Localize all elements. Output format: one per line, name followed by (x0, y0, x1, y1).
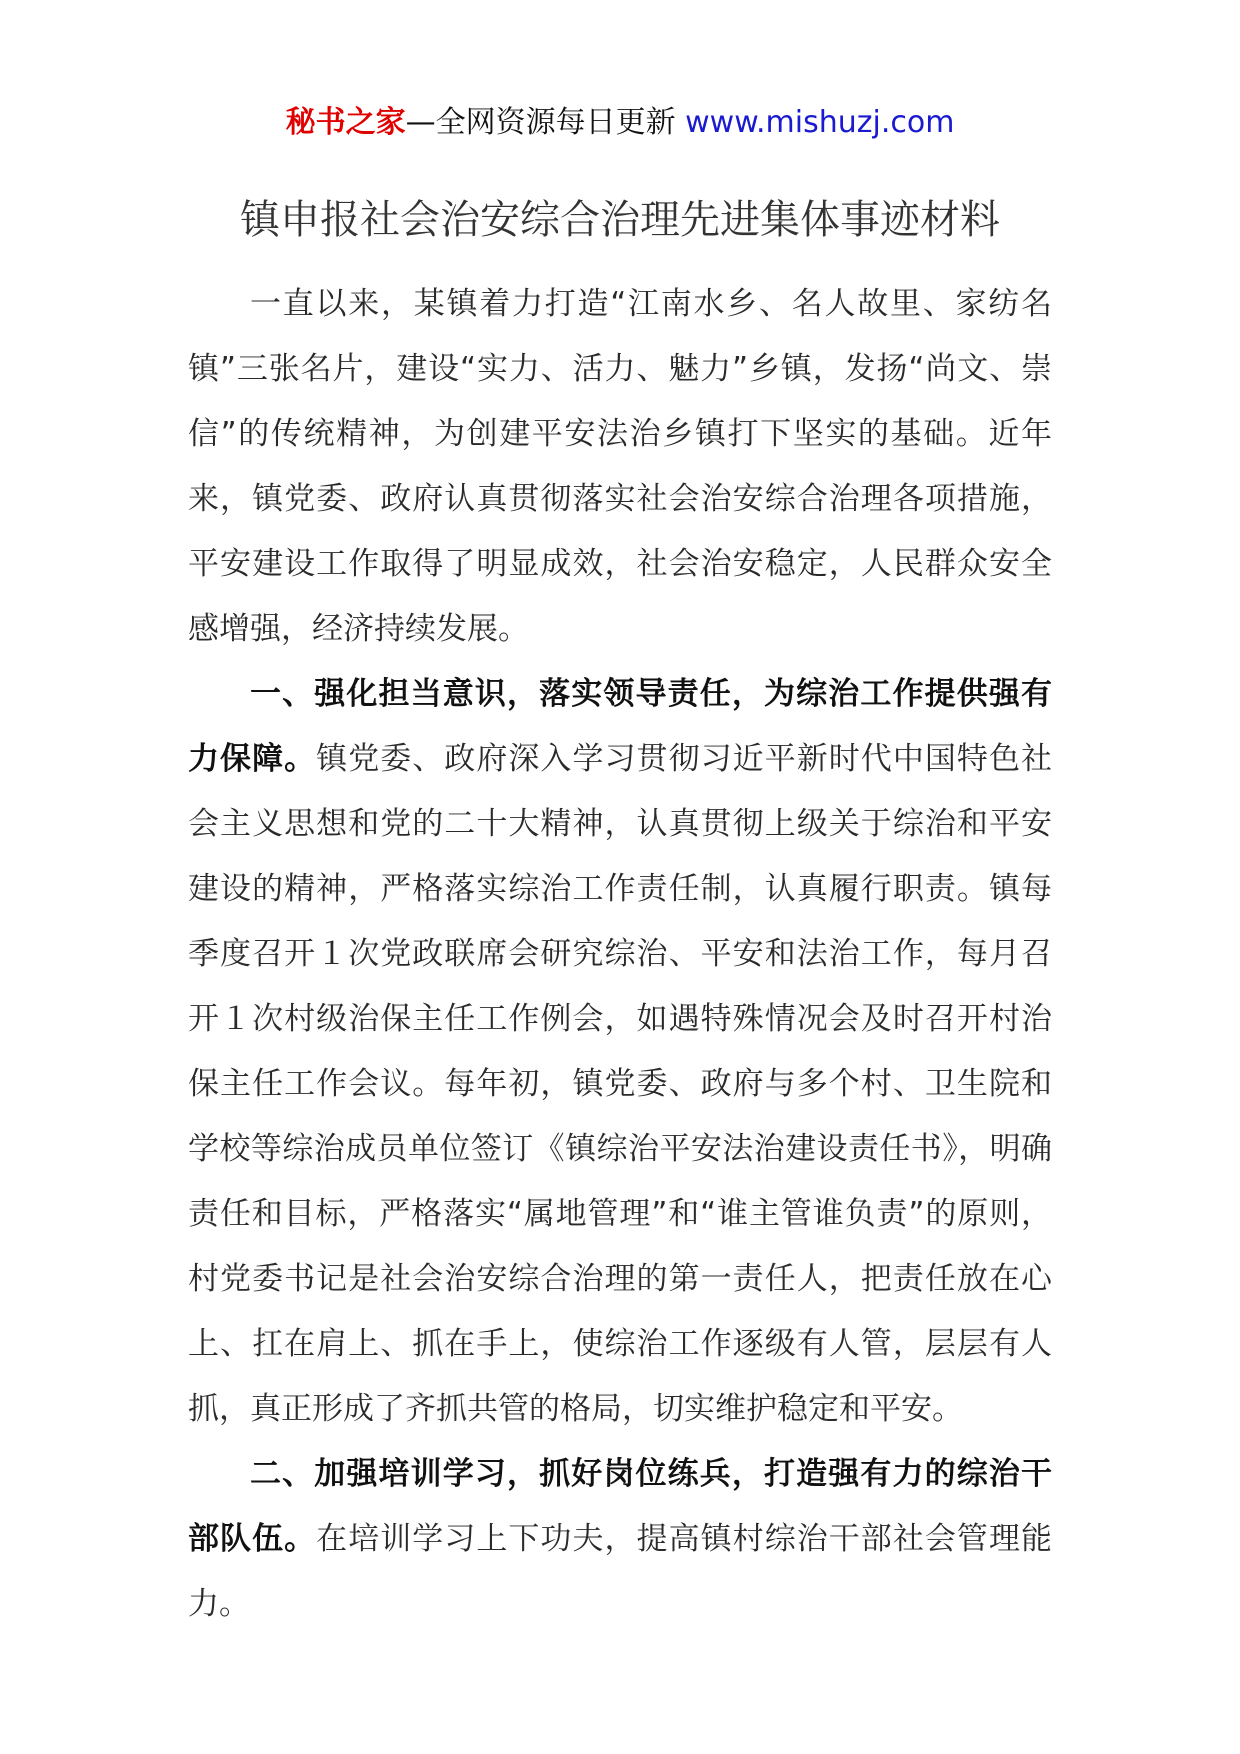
document-body (188, 272, 1052, 1637)
paragraph-text: 一直以来，某镇着力打造“江南水乡、名人故里、家纺名镇”三张名片，建设“实力、活力、魅力”乡镇，发扬“尚文、崇信”的传统精神，为创建平安法治乡镇打下坚实的基础。近年来，镇党委、政府认真贯彻落实社会治安综合治理各项措施，平安建设工作取得了明显成效，社会治安稳定，人民群众安全感增强，经济持续发展。 (188, 286, 1052, 647)
site-brand: 秘书之家 (285, 105, 406, 140)
section-heading: 一、强化担当意识，落实领导责任，为综治工作提供强有力保障。 (188, 676, 1052, 777)
paragraph-text: 在培训学习上下功夫，提高镇村综治干部社会管理能力。 (188, 1521, 1052, 1622)
site-slogan: —全网资源每日更新 (405, 105, 676, 140)
paragraph-section-2 (188, 1442, 1052, 1637)
site-url-link[interactable]: www.mishuzj.com (685, 105, 955, 140)
paragraph-text: 镇党委、政府深入学习贯彻习近平新时代中国特色社会主义思想和党的二十大精神，认真贯彻上级关于综治和平安建设的精神，严格落实综治工作责任制，认真履行职责。镇每季度召开１次党政联席会研究综治、平安和法治工作，每月召开１次村级治保主任工作例会，如遇特殊情况会及时召开村治保主任工作会议。每年初，镇党委、政府与多个村、卫生院和学校等综治成员单位签订《镇综治平安法治建设责任书》，明确责任和目标，严格落实“属地管理”和“谁主管谁负责”的原则，村党委书记是社会治安综合治理的第一责任人，把责任放在心上、扛在肩上、抓在手上，使综治工作逐级有人管，层层有人抓，真正形成了齐抓共管的格局，切实维护稳定和平安。 (188, 741, 1052, 1427)
paragraph-section-1 (188, 662, 1052, 1442)
section-heading: 二、加强培训学习，抓好岗位练兵，打造强有力的综治干部队伍。 (188, 1456, 1052, 1557)
document-title: 镇申报社会治安综合治理先进集体事迹材料 (240, 197, 1000, 243)
paragraph-intro (188, 272, 1052, 662)
site-header (0, 98, 1240, 148)
